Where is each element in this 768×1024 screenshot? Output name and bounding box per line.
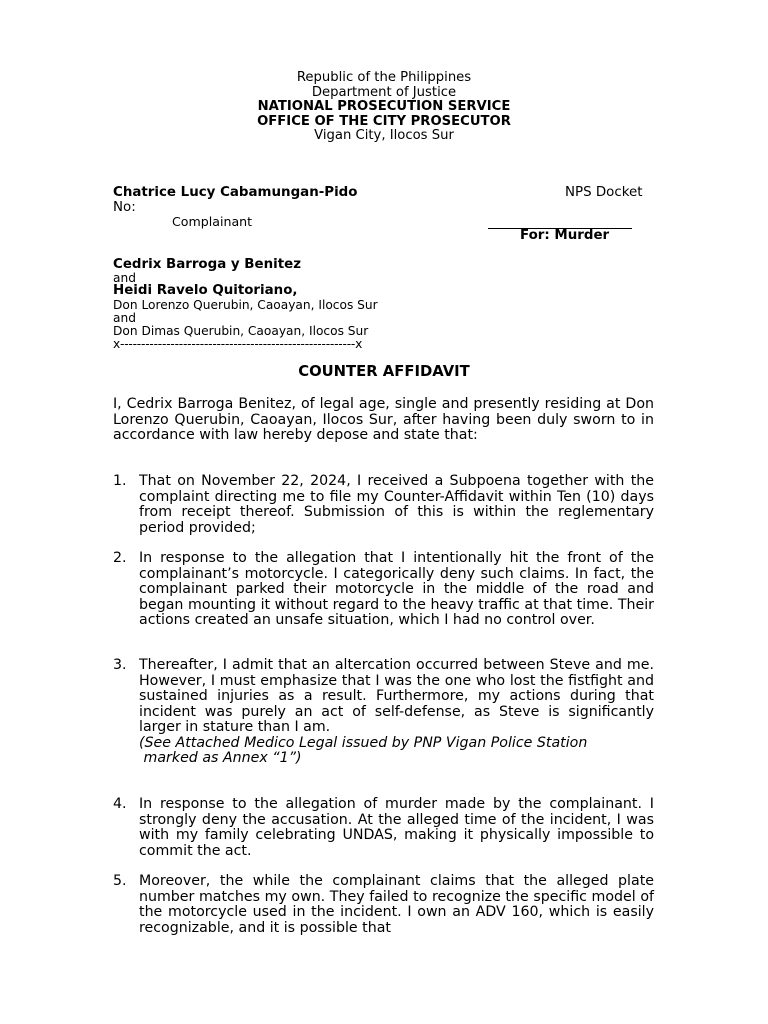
conjunction-and: and [113,311,136,325]
header-service: NATIONAL PROSECUTION SERVICE [257,99,511,115]
document-header [0,71,768,144]
paragraph-number: 5. [113,873,127,889]
respondent-2-address: Don Dimas Querubin, Caoayan, Ilocos Sur [113,324,369,338]
paragraph-text: In response to the allegation that I intentionally hit the front of the complainant’s motorcycle. I categorically deny such claims. In fact, the complainant parked their motorcycle in the middle of the road and began mounting it without regard to the heavy traffic at that time. Their actions created an unsafe situation, which I had no control over. [139,550,654,628]
numbered-paragraph-list [113,874,654,936]
paragraph-text: In response to the allegation of murder made by the complainant. I strongly deny the accusation. At the alleged time of the incident, I was with my family celebrating UNDAS, making it physically impossible to commit the act. [139,796,654,859]
docket-label: NPS Docket [565,185,643,200]
paragraph-text: That on November 22, 2024, I received a Subpoena together with the complaint directing me to file my Counter-Affidavit within Ten (10) days from receipt thereof. Submission of this is within the reglementary period provided; [139,473,654,536]
document-title: COUNTER AFFIDAVIT [298,363,470,380]
paragraph-number: 3. [113,657,127,673]
header-republic: Republic of the Philippines [296,70,472,85]
intro-paragraph: I, Cedrix Barroga Benitez, of legal age, single and presently residing at Don Lorenzo Querubin, Caoayan, Ilocos Sur, after having been duly sworn to in accordance with law hereby depose and state that: [113,396,654,443]
complainant-name: Chatrice Lucy Cabamungan-Pido [113,185,358,200]
annex-reference [139,736,654,767]
numbered-paragraph-list [113,797,654,859]
respondent-1-name: Cedrix Barroga y Benitez [113,257,301,272]
list-item [113,658,654,767]
case-type: For: Murder [520,228,610,243]
respondent-2-name: Heidi Ravelo Quitoriano, [113,283,298,298]
paragraph-text: Moreover, the while the complainant claims that the alleged plate number matches my own. They failed to recognize the specific model of the motorcycle used in the incident. I own an ADV 160, which is easily recognizable, and it is possible that [139,873,654,936]
list-item [113,797,654,859]
list-item [113,474,654,536]
paragraph-number: 4. [113,796,127,812]
list-item [113,874,654,936]
annex-line: (See Attached Medico Legal issued by PNP Vigan Police Station [139,734,588,751]
header-department: Department of Justice [311,84,457,100]
list-item [113,551,654,629]
header-office: OFFICE OF THE CITY PROSECUTOR [257,113,511,129]
caption-separator: x--------------------------------------------------------x [113,337,363,351]
paragraph-number: 1. [113,473,127,489]
numbered-paragraph-list [113,474,654,536]
paragraph-number: 2. [113,550,127,566]
annex-line: marked as Annex “1”) [139,750,302,766]
header-city: Vigan City, Ilocos Sur [314,128,454,144]
docket-number-label: No: [113,200,136,215]
respondent-1-address: Don Lorenzo Querubin, Caoayan, Ilocos Sur [113,298,378,312]
numbered-paragraph-list [113,658,654,767]
numbered-paragraph-list [113,551,654,629]
paragraph-text: Thereafter, I admit that an altercation occurred between Steve and me. However, I must emphasize that I was the one who lost the fistfight and sustained injuries as a result. Furthermore, my actions during that incident was purely an act of self-defense, as Steve is significantly larger in stature than I am. [139,657,654,735]
conjunction-and: and [113,271,136,285]
complainant-role: Complainant [172,214,253,229]
